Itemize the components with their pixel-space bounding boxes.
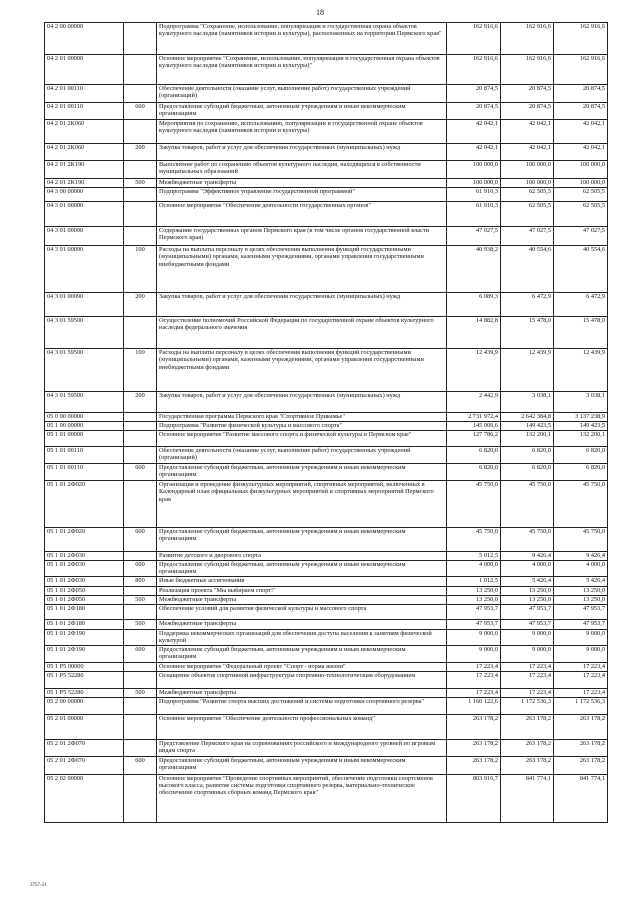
cell-expense-type: 600 — [124, 103, 157, 120]
cell-expense-type: 600 — [124, 756, 157, 774]
cell-value-1: 2 442,9 — [447, 392, 501, 413]
table-row — [45, 55, 608, 85]
cell-value-2: 162 916,6 — [501, 23, 554, 55]
cell-value-2: 40 554,6 — [501, 246, 554, 293]
cell-value-1: 61 910,3 — [447, 202, 501, 227]
cell-value-1: 40 938,2 — [447, 246, 501, 293]
cell-expense-type — [124, 202, 157, 227]
cell-value-2: 62 505,5 — [501, 202, 554, 227]
cell-expense-type — [124, 55, 157, 85]
table-row — [45, 688, 608, 697]
cell-value-2: 45 750,0 — [501, 481, 554, 528]
cell-expense-type — [124, 23, 157, 55]
cell-code: 04 3 01 00000 — [45, 202, 124, 227]
cell-name: Выполнение работ по сохранению объектов культурного наследия, находящихся в собственности муниципальных образований — [157, 161, 447, 179]
cell-value-2: 9 000,0 — [501, 645, 554, 662]
cell-value-2: 100 000,0 — [501, 161, 554, 179]
cell-value-3: 40 554,6 — [554, 246, 608, 293]
cell-value-2: 6 820,0 — [501, 447, 554, 464]
cell-name: Реализация проекта "Мы выбираем спорт!" — [157, 587, 447, 596]
cell-value-1: 42 042,1 — [447, 144, 501, 161]
cell-name: Основное мероприятие "Федеральный проект "Спорт - норма жизни" — [157, 662, 447, 671]
cell-code: 04 3 01 00090 — [45, 227, 124, 246]
cell-value-1: 1 012,5 — [447, 577, 501, 587]
table-row — [45, 103, 608, 120]
cell-value-1: 263 178,2 — [447, 739, 501, 756]
cell-expense-type — [124, 227, 157, 246]
cell-code: 05 2 00 00000 — [45, 697, 124, 714]
cell-value-2: 20 874,5 — [501, 103, 554, 120]
cell-code: 04 3 01 00090 — [45, 293, 124, 317]
cell-value-1: 6 089,3 — [447, 293, 501, 317]
table-row — [45, 577, 608, 587]
cell-value-3: 9 000,0 — [554, 645, 608, 662]
cell-code: 05 1 01 2Ф030 — [45, 577, 124, 587]
cell-value-2: 42 042,1 — [501, 144, 554, 161]
cell-value-3: 162 916,6 — [554, 55, 608, 85]
table-row — [45, 227, 608, 246]
cell-name: Осуществление полномочий Российской Федерации по государственной охране объектов культурного наследия федерального значения — [157, 317, 447, 349]
table-row — [45, 413, 608, 422]
cell-expense-type — [124, 413, 157, 422]
cell-expense-type — [124, 605, 157, 620]
cell-value-3: 3 137 238,9 — [554, 413, 608, 422]
cell-name: Предоставление субсидий бюджетным, автономным учреждениям и иным некоммерческим организациям — [157, 756, 447, 774]
table-row — [45, 392, 608, 413]
cell-value-3: 13 250,0 — [554, 587, 608, 596]
cell-name: Закупка товаров, работ и услуг для обеспечения государственных (муниципальных) нужд — [157, 293, 447, 317]
cell-expense-type: 500 — [124, 179, 157, 188]
table-row — [45, 293, 608, 317]
cell-code: 04 2 01 2К190 — [45, 179, 124, 188]
cell-expense-type — [124, 662, 157, 671]
cell-expense-type: 500 — [124, 620, 157, 630]
cell-name: Закупка товаров, работ и услуг для обеспечения государственных (муниципальных) нужд — [157, 144, 447, 161]
cell-expense-type — [124, 188, 157, 202]
cell-value-2: 6 472,9 — [501, 293, 554, 317]
cell-value-1: 47 953,7 — [447, 620, 501, 630]
cell-value-3: 15 478,0 — [554, 317, 608, 349]
cell-expense-type: 600 — [124, 645, 157, 662]
cell-value-3: 20 874,5 — [554, 103, 608, 120]
cell-name: Предоставление субсидий бюджетным, автономным учреждениям и иным некоммерческим организациям — [157, 464, 447, 481]
cell-value-1: 13 250,0 — [447, 587, 501, 596]
cell-name: Подпрограмма "Сохранение, использование, популяризация и государственная охрана объектов культурного наследия (памятников истории и культуры), расположенных на территории Пермского края" — [157, 23, 447, 55]
cell-value-2: 9 426,4 — [501, 552, 554, 561]
cell-code: 05 1 Р5 52280 — [45, 688, 124, 697]
budget-table-body — [45, 23, 608, 823]
cell-value-1: 6 820,0 — [447, 464, 501, 481]
cell-value-2: 47 953,7 — [501, 620, 554, 630]
table-row — [45, 317, 608, 349]
cell-value-3: 6 472,9 — [554, 293, 608, 317]
cell-code: 04 3 01 59500 — [45, 317, 124, 349]
cell-expense-type — [124, 422, 157, 431]
table-row — [45, 774, 608, 822]
cell-value-3: 20 874,5 — [554, 85, 608, 103]
table-row — [45, 85, 608, 103]
cell-value-1: 100 000,0 — [447, 179, 501, 188]
cell-name: Поддержка некоммерческих организаций для обеспечения доступа населения к занятиям физической культурой — [157, 630, 447, 646]
cell-code: 05 1 01 2Ф020 — [45, 528, 124, 552]
cell-code: 04 2 01 00000 — [45, 55, 124, 85]
cell-name: Предоставление субсидий бюджетным, автономным учреждениям и иным некоммерческим организациям — [157, 645, 447, 662]
cell-value-1: 6 820,0 — [447, 447, 501, 464]
cell-value-1: 162 916,6 — [447, 23, 501, 55]
cell-value-3: 9 000,0 — [554, 630, 608, 646]
cell-value-1: 45 750,0 — [447, 528, 501, 552]
cell-value-2: 1 172 536,3 — [501, 697, 554, 714]
cell-value-3: 47 027,5 — [554, 227, 608, 246]
cell-name: Государственная программа Пермского края "Спортивное Прикамье" — [157, 413, 447, 422]
cell-value-1: 45 750,0 — [447, 481, 501, 528]
cell-expense-type — [124, 739, 157, 756]
cell-value-3: 45 750,0 — [554, 528, 608, 552]
cell-name: Межбюджетные трансферты — [157, 620, 447, 630]
cell-expense-type: 500 — [124, 596, 157, 605]
table-row — [45, 596, 608, 605]
table-row — [45, 23, 608, 55]
cell-value-1: 9 000,0 — [447, 645, 501, 662]
cell-value-2: 17 223,4 — [501, 688, 554, 697]
cell-value-1: 145 009,6 — [447, 422, 501, 431]
cell-code: 04 2 00 00000 — [45, 23, 124, 55]
page-number: 18 — [316, 8, 324, 17]
cell-code: 04 2 01 2К060 — [45, 120, 124, 144]
cell-value-1: 162 916,6 — [447, 55, 501, 85]
cell-value-1: 100 000,0 — [447, 161, 501, 179]
cell-expense-type — [124, 587, 157, 596]
cell-value-1: 803 916,7 — [447, 774, 501, 822]
cell-expense-type — [124, 671, 157, 688]
cell-value-2: 263 178,2 — [501, 739, 554, 756]
cell-value-1: 127 786,2 — [447, 431, 501, 447]
cell-expense-type — [124, 317, 157, 349]
cell-value-2: 47 953,7 — [501, 605, 554, 620]
table-row — [45, 620, 608, 630]
cell-value-1: 2 731 972,4 — [447, 413, 501, 422]
cell-value-3: 45 750,0 — [554, 481, 608, 528]
cell-value-3: 162 916,6 — [554, 23, 608, 55]
table-row — [45, 756, 608, 774]
cell-value-3: 4 000,0 — [554, 561, 608, 577]
cell-value-1: 61 910,3 — [447, 188, 501, 202]
cell-name: Подпрограмма "Развитие спорта высших достижений и системы подготовки спортивного резерва" — [157, 697, 447, 714]
cell-expense-type — [124, 630, 157, 646]
cell-value-2: 12 439,9 — [501, 349, 554, 392]
cell-value-3: 132 200,1 — [554, 431, 608, 447]
table-row — [45, 120, 608, 144]
cell-value-3: 149 423,5 — [554, 422, 608, 431]
cell-code: 04 3 01 59500 — [45, 392, 124, 413]
cell-value-3: 1 172 536,3 — [554, 697, 608, 714]
cell-code: 05 1 01 2Ф050 — [45, 587, 124, 596]
cell-value-2: 263 178,2 — [501, 756, 554, 774]
cell-value-2: 162 916,6 — [501, 55, 554, 85]
cell-value-3: 263 178,2 — [554, 756, 608, 774]
cell-code: 05 1 01 2Ф030 — [45, 561, 124, 577]
cell-code: 04 3 01 59500 — [45, 349, 124, 392]
cell-value-1: 14 882,8 — [447, 317, 501, 349]
cell-code: 04 3 00 00000 — [45, 188, 124, 202]
cell-value-3: 263 178,2 — [554, 739, 608, 756]
table-row — [45, 561, 608, 577]
cell-code: 05 0 00 00000 — [45, 413, 124, 422]
table-row — [45, 349, 608, 392]
cell-value-3: 100 000,0 — [554, 161, 608, 179]
cell-name: Межбюджетные трансферты — [157, 596, 447, 605]
cell-value-2: 263 178,2 — [501, 714, 554, 739]
table-row — [45, 528, 608, 552]
table-row — [45, 739, 608, 756]
table-row — [45, 179, 608, 188]
cell-expense-type: 600 — [124, 561, 157, 577]
table-row — [45, 144, 608, 161]
cell-value-3: 13 250,0 — [554, 596, 608, 605]
cell-expense-type: 200 — [124, 392, 157, 413]
cell-code: 05 1 01 2Ф180 — [45, 620, 124, 630]
cell-value-1: 42 042,1 — [447, 120, 501, 144]
cell-code: 05 1 01 00110 — [45, 464, 124, 481]
cell-value-3: 17 223,4 — [554, 671, 608, 688]
cell-name: Подпрограмма "Эффективное управление государственной программой" — [157, 188, 447, 202]
cell-code: 04 2 01 00110 — [45, 103, 124, 120]
cell-expense-type: 600 — [124, 528, 157, 552]
cell-code: 05 1 00 00000 — [45, 422, 124, 431]
cell-value-3: 47 953,7 — [554, 620, 608, 630]
cell-expense-type — [124, 85, 157, 103]
cell-name: Основное мероприятие "Обеспечение деятельности государственных органов" — [157, 202, 447, 227]
cell-expense-type — [124, 481, 157, 528]
cell-value-1: 13 250,0 — [447, 596, 501, 605]
cell-value-2: 62 505,5 — [501, 188, 554, 202]
cell-value-3: 62 505,5 — [554, 202, 608, 227]
cell-value-2: 20 874,5 — [501, 85, 554, 103]
table-row — [45, 422, 608, 431]
table-row — [45, 481, 608, 528]
cell-code: 05 1 01 2Ф020 — [45, 481, 124, 528]
cell-value-3: 42 042,1 — [554, 144, 608, 161]
cell-code: 05 1 01 00110 — [45, 447, 124, 464]
cell-value-1: 20 874,5 — [447, 85, 501, 103]
document-code: 3757-21 — [30, 883, 47, 888]
cell-expense-type: 100 — [124, 349, 157, 392]
cell-value-2: 15 478,0 — [501, 317, 554, 349]
table-row — [45, 630, 608, 646]
cell-name: Представление Пермского края на соревнованиях российского и международного уровней по игровым видам спорта — [157, 739, 447, 756]
cell-name: Закупка товаров, работ и услуг для обеспечения государственных (муниципальных) нужд — [157, 392, 447, 413]
cell-name: Обеспечение деятельности (оказание услуг, выполнение работ) государственных учреждений (организаций) — [157, 85, 447, 103]
cell-code: 05 1 01 2Ф190 — [45, 630, 124, 646]
cell-expense-type — [124, 431, 157, 447]
table-row — [45, 714, 608, 739]
table-row — [45, 671, 608, 688]
cell-code: 05 1 01 2Ф030 — [45, 552, 124, 561]
cell-value-2: 841 774,1 — [501, 774, 554, 822]
table-row — [45, 431, 608, 447]
cell-value-1: 17 223,4 — [447, 662, 501, 671]
cell-value-3: 6 820,0 — [554, 447, 608, 464]
cell-code: 05 1 01 2Ф050 — [45, 596, 124, 605]
cell-name: Основное мероприятие "Проведение спортивных мероприятий, обеспечение подготовки спортсменов высокого класса, развитие системы подготовки спортивного резерва, материально-техническое обеспечение спортивных сборных команд Пермского края" — [157, 774, 447, 822]
cell-value-3: 17 223,4 — [554, 662, 608, 671]
cell-value-3: 42 042,1 — [554, 120, 608, 144]
cell-value-3: 6 820,0 — [554, 464, 608, 481]
cell-name: Основное мероприятие "Обеспечение деятельности профессиональных команд" — [157, 714, 447, 739]
cell-code: 05 2 02 00000 — [45, 774, 124, 822]
cell-expense-type — [124, 161, 157, 179]
cell-value-2: 100 000,0 — [501, 179, 554, 188]
cell-expense-type — [124, 774, 157, 822]
cell-value-2: 42 042,1 — [501, 120, 554, 144]
cell-code: 05 1 Р5 52280 — [45, 671, 124, 688]
cell-code: 04 2 01 2К060 — [45, 144, 124, 161]
cell-expense-type: 800 — [124, 577, 157, 587]
cell-value-3: 100 000,0 — [554, 179, 608, 188]
table-row — [45, 188, 608, 202]
cell-code: 05 1 01 2Ф190 — [45, 645, 124, 662]
cell-expense-type: 200 — [124, 293, 157, 317]
cell-name: Основное мероприятие "Развитие массового спорта и физической культуры в Пермском крае" — [157, 431, 447, 447]
cell-code: 05 1 Р5 00000 — [45, 662, 124, 671]
cell-value-1: 5 012,5 — [447, 552, 501, 561]
table-row — [45, 161, 608, 179]
cell-value-1: 12 439,9 — [447, 349, 501, 392]
cell-value-2: 17 223,4 — [501, 662, 554, 671]
cell-name: Расходы на выплаты персоналу в целях обеспечения выполнения функций государственными (муниципальными) органами, казенными учреждениями, органами управления государственными внебюджетными фондами — [157, 246, 447, 293]
cell-code: 05 2 01 00000 — [45, 714, 124, 739]
cell-expense-type: 200 — [124, 144, 157, 161]
cell-code: 05 1 01 2Ф180 — [45, 605, 124, 620]
cell-expense-type: 600 — [124, 464, 157, 481]
cell-name: Межбюджетные трансферты — [157, 179, 447, 188]
table-row — [45, 662, 608, 671]
cell-name: Мероприятия по сохранению, использованию, популяризации и государственной охране объектов культурного наследия (памятников истории и культуры) — [157, 120, 447, 144]
cell-name: Развитие детского и дворового спорта — [157, 552, 447, 561]
cell-name: Предоставление субсидий бюджетным, автономным учреждениям и иным некоммерческим организациям — [157, 561, 447, 577]
cell-value-2: 3 038,1 — [501, 392, 554, 413]
table-row — [45, 447, 608, 464]
cell-name: Обеспечение условий для развития физической культуры и массового спорта — [157, 605, 447, 620]
cell-name: Иные бюджетные ассигнования — [157, 577, 447, 587]
cell-value-2: 5 426,4 — [501, 577, 554, 587]
table-row — [45, 552, 608, 561]
cell-expense-type: 100 — [124, 246, 157, 293]
cell-value-1: 20 874,5 — [447, 103, 501, 120]
cell-value-3: 263 178,2 — [554, 714, 608, 739]
cell-value-1: 17 223,4 — [447, 688, 501, 697]
cell-name: Межбюджетные трансферты — [157, 688, 447, 697]
table-row — [45, 464, 608, 481]
cell-value-2: 17 223,4 — [501, 671, 554, 688]
cell-name: Оснащение объектов спортивной инфраструктуры спортивно-технологическим оборудованием — [157, 671, 447, 688]
cell-value-3: 17 223,4 — [554, 688, 608, 697]
cell-value-2: 6 820,0 — [501, 464, 554, 481]
cell-code: 05 1 01 00000 — [45, 431, 124, 447]
cell-code: 05 2 01 2Ф070 — [45, 756, 124, 774]
cell-value-3: 5 426,4 — [554, 577, 608, 587]
cell-name: Основное мероприятие "Сохранение, использование, популяризация и государственная охрана объектов культурного наследия (памятников истории и культуры)" — [157, 55, 447, 85]
cell-value-1: 17 223,4 — [447, 671, 501, 688]
cell-expense-type: 500 — [124, 688, 157, 697]
cell-name: Подпрограмма "Развитие физической культуры и массового спорта" — [157, 422, 447, 431]
cell-value-3: 9 426,4 — [554, 552, 608, 561]
cell-code: 05 2 01 2Ф070 — [45, 739, 124, 756]
cell-value-1: 4 000,0 — [447, 561, 501, 577]
cell-expense-type — [124, 447, 157, 464]
cell-expense-type — [124, 120, 157, 144]
cell-value-3: 841 774,1 — [554, 774, 608, 822]
cell-value-2: 149 423,5 — [501, 422, 554, 431]
budget-table — [44, 22, 608, 823]
cell-value-2: 45 750,0 — [501, 528, 554, 552]
cell-expense-type — [124, 552, 157, 561]
cell-value-1: 47 953,7 — [447, 605, 501, 620]
cell-value-2: 4 000,0 — [501, 561, 554, 577]
cell-name: Обеспечение деятельности (оказание услуг, выполнение работ) государственных учреждений (организаций) — [157, 447, 447, 464]
cell-code: 04 2 01 00110 — [45, 85, 124, 103]
cell-value-1: 9 000,0 — [447, 630, 501, 646]
table-row — [45, 645, 608, 662]
cell-value-2: 9 000,0 — [501, 630, 554, 646]
cell-value-2: 132 200,1 — [501, 431, 554, 447]
cell-code: 04 2 01 2К190 — [45, 161, 124, 179]
cell-value-2: 13 250,0 — [501, 587, 554, 596]
table-row — [45, 587, 608, 596]
cell-value-1: 1 160 122,6 — [447, 697, 501, 714]
table-row — [45, 697, 608, 714]
cell-name: Расходы на выплаты персоналу в целях обеспечения выполнения функций государственными (муниципальными) органами, казенными учреждениями, органами управления государственными внебюджетными фондами — [157, 349, 447, 392]
cell-value-1: 263 178,2 — [447, 756, 501, 774]
cell-name: Предоставление субсидий бюджетным, автономным учреждениям и иным некоммерческим организациям — [157, 103, 447, 120]
cell-name: Организация и проведение физкультурных мероприятий, спортивных мероприятий, включенных в Календарный план официальных физкультурных мероприятий и спортивных мероприятий Пермского края — [157, 481, 447, 528]
cell-value-3: 12 439,9 — [554, 349, 608, 392]
cell-value-1: 47 027,5 — [447, 227, 501, 246]
cell-expense-type — [124, 697, 157, 714]
cell-code: 04 3 01 00090 — [45, 246, 124, 293]
cell-name: Содержание государственных органов Пермского края (в том числе органов государственной власти Пермского края) — [157, 227, 447, 246]
cell-value-3: 47 953,7 — [554, 605, 608, 620]
cell-value-2: 2 642 384,8 — [501, 413, 554, 422]
cell-value-3: 3 038,1 — [554, 392, 608, 413]
table-row — [45, 246, 608, 293]
cell-value-1: 263 178,2 — [447, 714, 501, 739]
cell-value-3: 62 505,5 — [554, 188, 608, 202]
cell-expense-type — [124, 714, 157, 739]
table-row — [45, 202, 608, 227]
cell-value-2: 47 027,5 — [501, 227, 554, 246]
cell-name: Предоставление субсидий бюджетным, автономным учреждениям и иным некоммерческим организациям — [157, 528, 447, 552]
cell-value-2: 13 250,0 — [501, 596, 554, 605]
table-row — [45, 605, 608, 620]
